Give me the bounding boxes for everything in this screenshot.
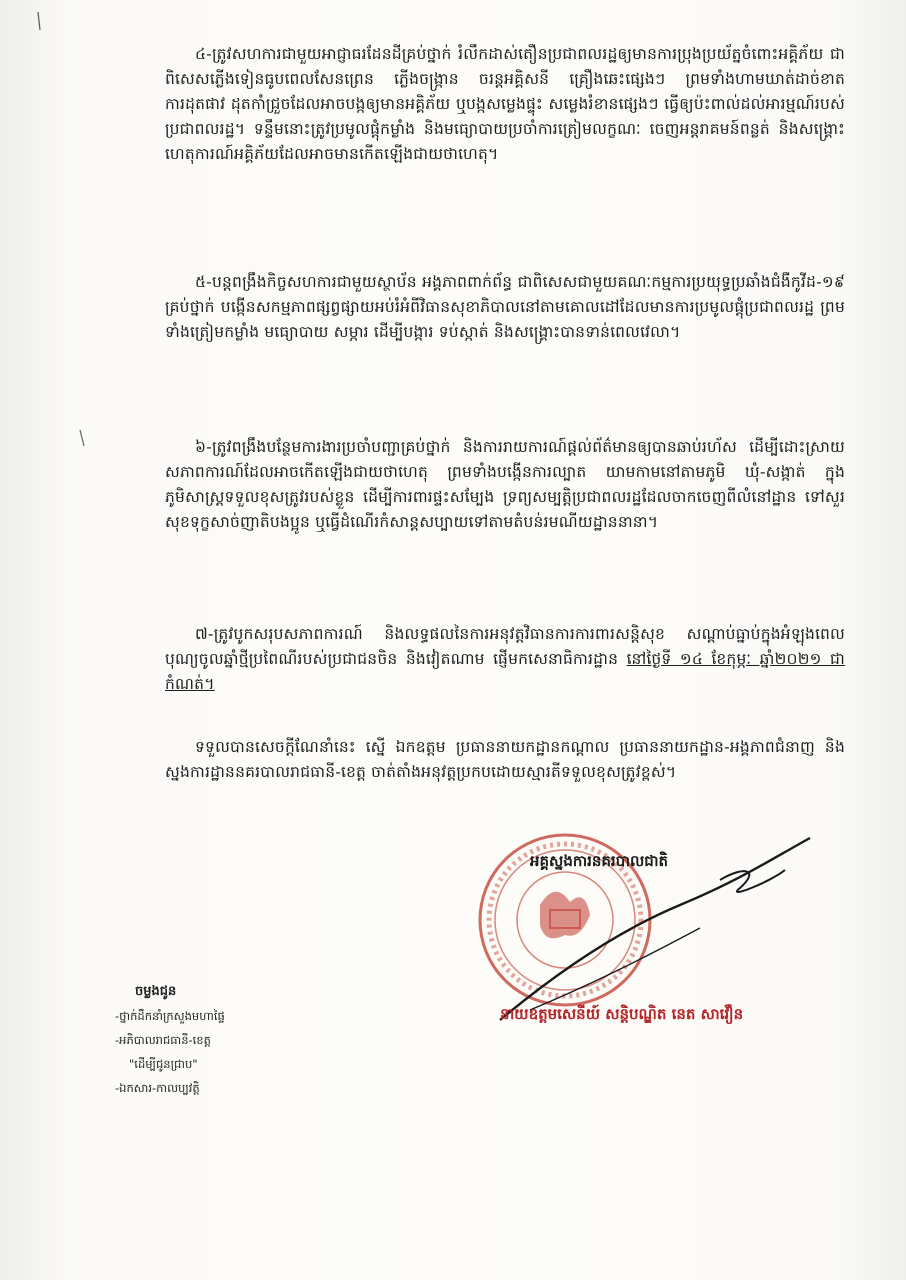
copy-to-item: -ឯកសារ-កាលប្បវត្តិ — [115, 1081, 200, 1095]
scan-mark — [38, 12, 40, 30]
paragraph-4-text: ៤-ត្រូវសហការជាមួយអាជ្ញាធរដែនដីគ្រប់ថ្នាក់ រំលឹកដាស់តឿនប្រជាពលរដ្ឋឲ្យមានការប្រុងប្រយ័ត្នចំពោះអគ្គិភ័យ ជាពិសេសភ្លើងទៀនធូបពេលសែនព្រេន ភ្លើងចង្ក្រាន ចរន្តអគ្គិសនី គ្រឿងឆេះផ្សេងៗ ព្រមទាំងហាមឃាត់ដាច់ខាតការដុតផាវ ដុតកាំជ្រួចដែលអាចបង្កឲ្យមានអគ្គិភ័យ ឬបង្កសម្លេងផ្ទុះ សម្លេងរំខានផ្សេងៗ ធ្វើឲ្យប៉ះពាល់ដល់អារម្មណ៍របស់ប្រជាពលរដ្ឋ។ ទន្ទឹមនោះត្រូវប្រមូលផ្តុំកម្លាំង និងមធ្យោបាយប្រចាំការត្រៀមលក្ខណៈ ចេញអន្តរាគមន៍ពន្លត់ និងសង្គ្រោះហេតុការណ៍អគ្គិភ័យដែលអាចមានកើតឡើងជាយថាហេតុ។ — [165, 45, 845, 163]
paragraph-6 — [165, 435, 845, 535]
copy-to-list — [115, 980, 225, 1100]
scan-mark — [80, 430, 84, 446]
copy-to-title: ចម្លងជូន — [135, 984, 177, 999]
copy-to-note: "ដើម្បីជូនជ្រាប" — [129, 1057, 198, 1071]
copy-to-item: -ថ្នាក់ដឹកនាំក្រសួងមហាផ្ទៃ — [115, 1009, 225, 1023]
closing-paragraph-text: ទទួលបានសេចក្តីណែនាំនេះ ស្នើ ឯកឧត្តម ប្រធាននាយកដ្ឋានកណ្តាល ប្រធាននាយកដ្ឋាន-អង្គភាពជំនាញ និងស្នងការដ្ឋាននគរបាលរាជធានី-ខេត្ត ចាត់តាំងអនុវត្តប្រកបដោយស្មារតីទទួលខុសត្រូវខ្ពស់។ — [165, 738, 845, 781]
paragraph-4 — [165, 42, 845, 167]
signature-block — [470, 810, 870, 1040]
paragraph-5-text: ៥-បន្តពង្រឹងកិច្ចសហការជាមួយស្ថាប័ន អង្គភាពពាក់ព័ន្ធ ជាពិសេសជាមួយគណៈកម្មការប្រយុទ្ធប្រឆាំងជំងឺកូវីដ-១៩ គ្រប់ថ្នាក់ បង្កើនសកម្មភាពផ្សព្វផ្សាយអប់រំអំពីវិធានសុខាភិបាលនៅតាមគោលដៅដែលមានការប្រមូលផ្តុំប្រជាពលរដ្ឋ ព្រមទាំងត្រៀមកម្លាំង មធ្យោបាយ សម្ភារ ដើម្បីបង្ការ ទប់ស្កាត់ និងសង្គ្រោះបានទាន់ពេលវេលា។ — [165, 273, 845, 341]
signatory-name: នាយឧត្តមសេនីយ៍ សន្តិបណ្ឌិត នេត សាវឿន — [500, 1005, 744, 1023]
deadline-date: នៅថ្ងៃទី ១៤ ខែកុម្ភៈ ឆ្នាំ២០២១ ជាកំណត់។ — [165, 650, 845, 693]
signatory-title: អគ្គស្នងការនគរបាលជាតិ — [530, 852, 669, 870]
copy-to-item: -អភិបាលរាជធានី-ខេត្ត — [115, 1033, 211, 1047]
paragraph-6-text: ៦-ត្រូវពង្រឹងបន្ថែមការងារប្រចាំបញ្ជាគ្រប់ថ្នាក់ និងការរាយការណ៍ផ្តល់ព័ត៌មានឲ្យបានឆាប់រហ័ស ដើម្បីដោះស្រាយសភាពការណ៍ដែលអាចកើតឡើងជាយថាហេតុ ព្រមទាំងបង្កើនការល្បាត យាមកាមនៅតាមភូមិ ឃុំ-សង្កាត់ ក្នុងភូមិសាស្ត្រទទួលខុសត្រូវរបស់ខ្លួន ដើម្បីការពារផ្ទះសម្បែង ទ្រព្យសម្បត្តិប្រជាពលរដ្ឋដែលចាកចេញពីលំនៅដ្ឋាន ទៅសួរសុខទុក្ខសាច់ញាតិបងប្អូន ឬធ្វើដំណើរកំសាន្តសប្បាយទៅតាមតំបន់រមណីយដ្ឋាននានា។ — [165, 438, 845, 531]
paragraph-7-text: ៧-ត្រូវបូកសរុបសភាពការណ៍ និងលទ្ធផលនៃការអនុវត្តវិធានការការពារសន្តិសុខ សណ្តាប់ធ្នាប់ក្នុងអំឡុងពេលបុណ្យចូលឆ្នាំថ្មីប្រពៃណីរបស់ប្រជាជនចិន និងវៀតណាម ផ្ញើមកសេនាធិការដ្ឋាន — [165, 625, 845, 668]
paragraph-5 — [165, 270, 845, 345]
paragraph-7 — [165, 622, 845, 697]
closing-paragraph — [165, 735, 845, 785]
